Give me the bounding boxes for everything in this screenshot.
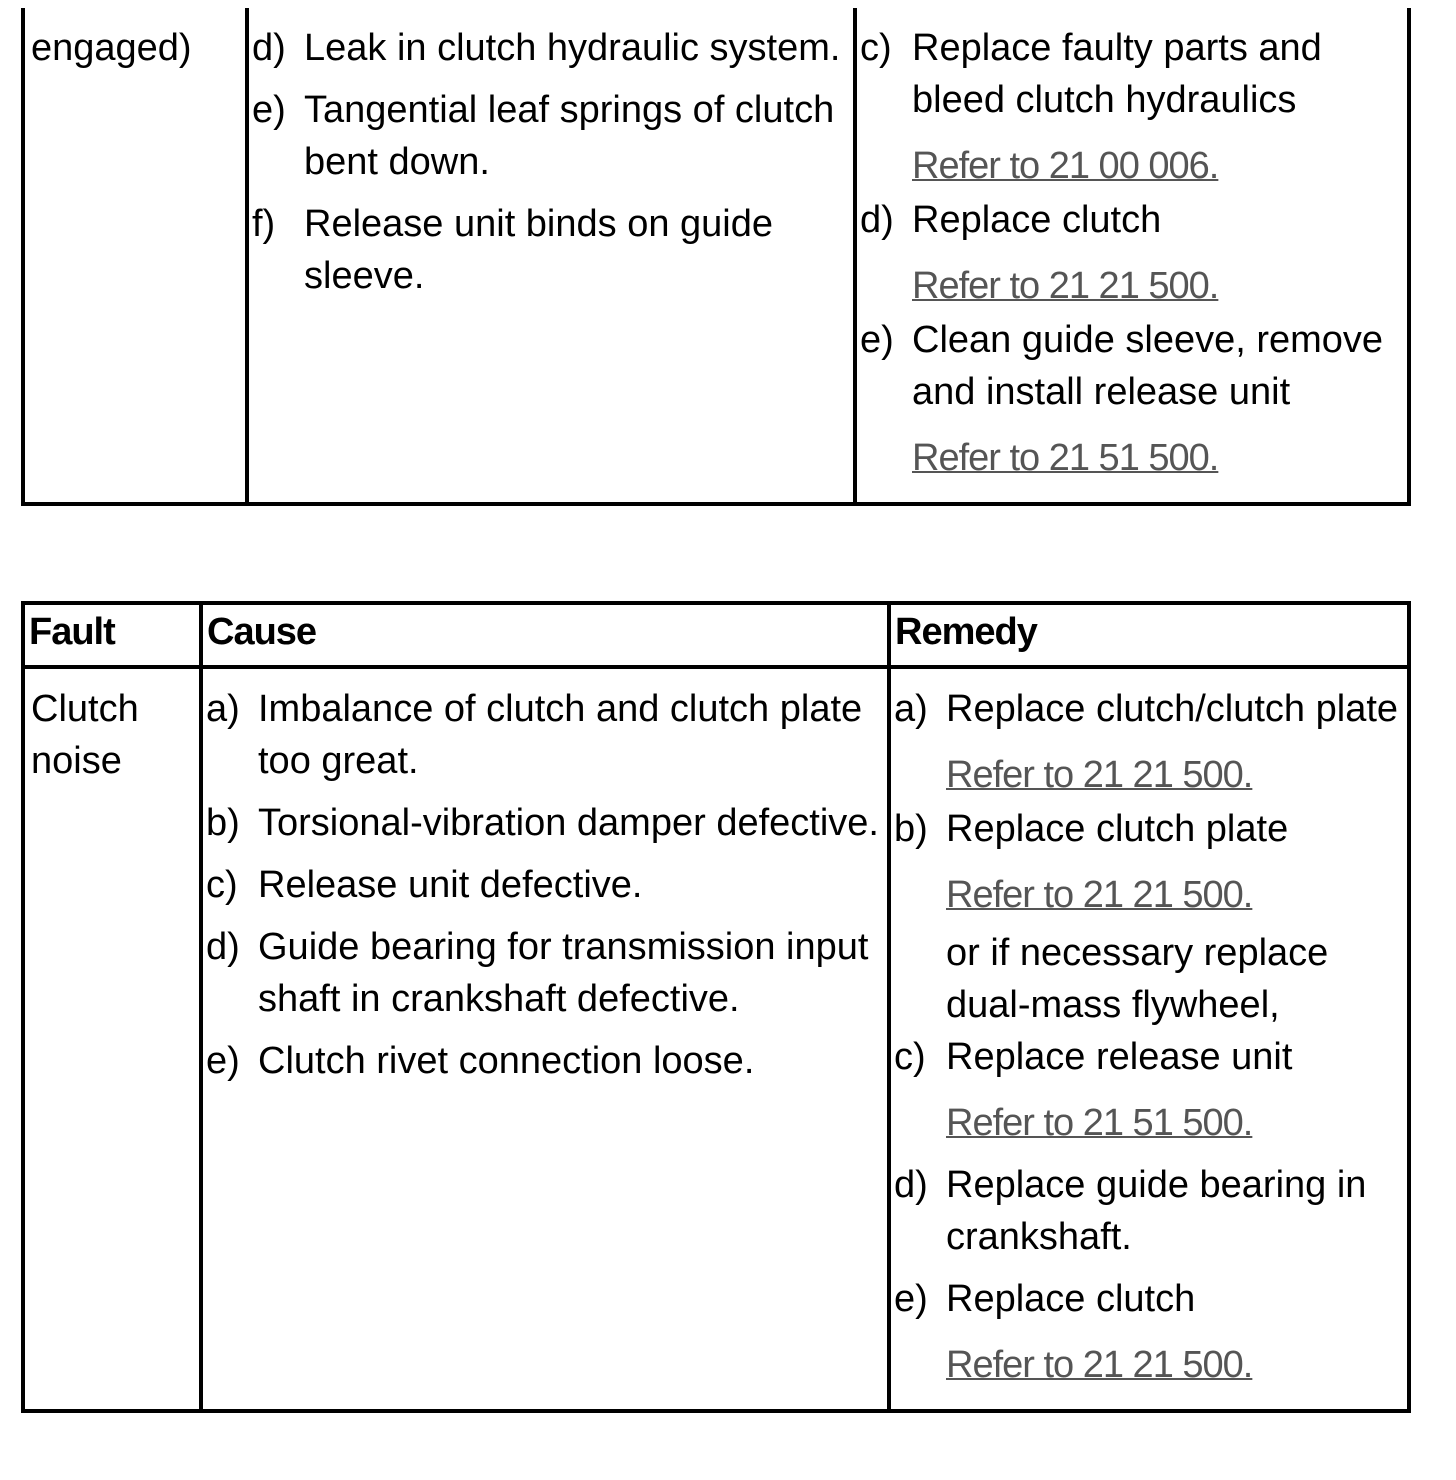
remedy-item [860,194,1407,246]
item-label: e) [860,319,894,361]
remedy-item [894,683,1407,735]
item-text: Clutch rivet connection loose. [258,1040,755,1082]
item-text: Replace clutch [912,199,1162,241]
cause-item [252,22,853,74]
item-label: d) [206,926,240,968]
item-label: b) [894,808,928,850]
item-label: b) [206,802,240,844]
remedy-item [860,22,1407,126]
cause-cell [247,8,855,504]
cause-item [206,683,887,787]
item-text: Replace guide bearing in crankshaft. [946,1164,1367,1258]
bottom-troubleshooting-table [21,601,1411,1413]
item-text: Release unit defective. [258,864,643,906]
item-label: c) [206,864,238,906]
cause-header: Cause [201,603,889,667]
header-row [23,603,1409,667]
item-label: e) [206,1040,240,1082]
item-text: Replace clutch/clutch plate [946,688,1399,730]
item-label: f) [252,203,276,245]
cause-item [206,1035,887,1087]
remedy-item [894,803,1407,855]
reference-link[interactable]: Refer to 21 51 500. [912,437,1219,479]
item-text: Leak in clutch hydraulic system. [304,27,841,69]
remedy-note: or if necessary replace dual-mass flywheel, [946,932,1329,1026]
remedy-item [860,314,1407,418]
remedy-item [894,1159,1407,1263]
item-text: Tangential leaf springs of clutch bent down. [304,89,835,183]
fault-cell [23,667,201,1411]
item-text: Replace clutch [946,1278,1196,1320]
item-label: d) [894,1164,928,1206]
fault-cell [23,8,247,504]
item-label: e) [252,89,286,131]
cause-item [206,921,887,1025]
item-label: c) [860,27,892,69]
item-label: d) [860,199,894,241]
item-label: a) [894,688,928,730]
item-text: Imbalance of clutch and clutch plate too great. [258,688,863,782]
remedy-header: Remedy [889,603,1409,667]
remedy-item [894,1031,1407,1083]
item-text: Replace faulty parts and bleed clutch hydraulics [912,27,1322,121]
remedy-cell [889,667,1409,1411]
reference-link[interactable]: Refer to 21 21 500. [912,265,1219,307]
item-text: Torsional-vibration damper defective. [258,802,879,844]
cause-cell [201,667,889,1411]
reference-link[interactable]: Refer to 21 21 500. [946,754,1253,796]
fault-header: Fault [23,603,201,667]
remedy-cell [855,8,1409,504]
item-label: a) [206,688,240,730]
item-label: c) [894,1036,926,1078]
fault-text: Clutch noise [31,688,139,782]
cause-item [206,797,887,849]
item-text: Replace clutch plate [946,808,1289,850]
table-row [23,8,1409,504]
top-troubleshooting-table [21,8,1411,506]
cause-item [206,859,887,911]
item-label: e) [894,1278,928,1320]
remedy-item [894,1273,1407,1325]
item-label: d) [252,27,286,69]
reference-link[interactable]: Refer to 21 51 500. [946,1102,1253,1144]
cause-item [252,198,853,302]
cause-item [252,84,853,188]
reference-link[interactable]: Refer to 21 21 500. [946,1344,1253,1386]
table-row [23,667,1409,1411]
item-text: Replace release unit [946,1036,1293,1078]
item-text: Clean guide sleeve, remove and install release unit [912,319,1384,413]
reference-link[interactable]: Refer to 21 00 006. [912,145,1219,187]
fault-text: engaged) [31,27,192,69]
item-text: Release unit binds on guide sleeve. [304,203,774,297]
reference-link[interactable]: Refer to 21 21 500. [946,874,1253,916]
item-text: Guide bearing for transmission input shaft in crankshaft defective. [258,926,869,1020]
